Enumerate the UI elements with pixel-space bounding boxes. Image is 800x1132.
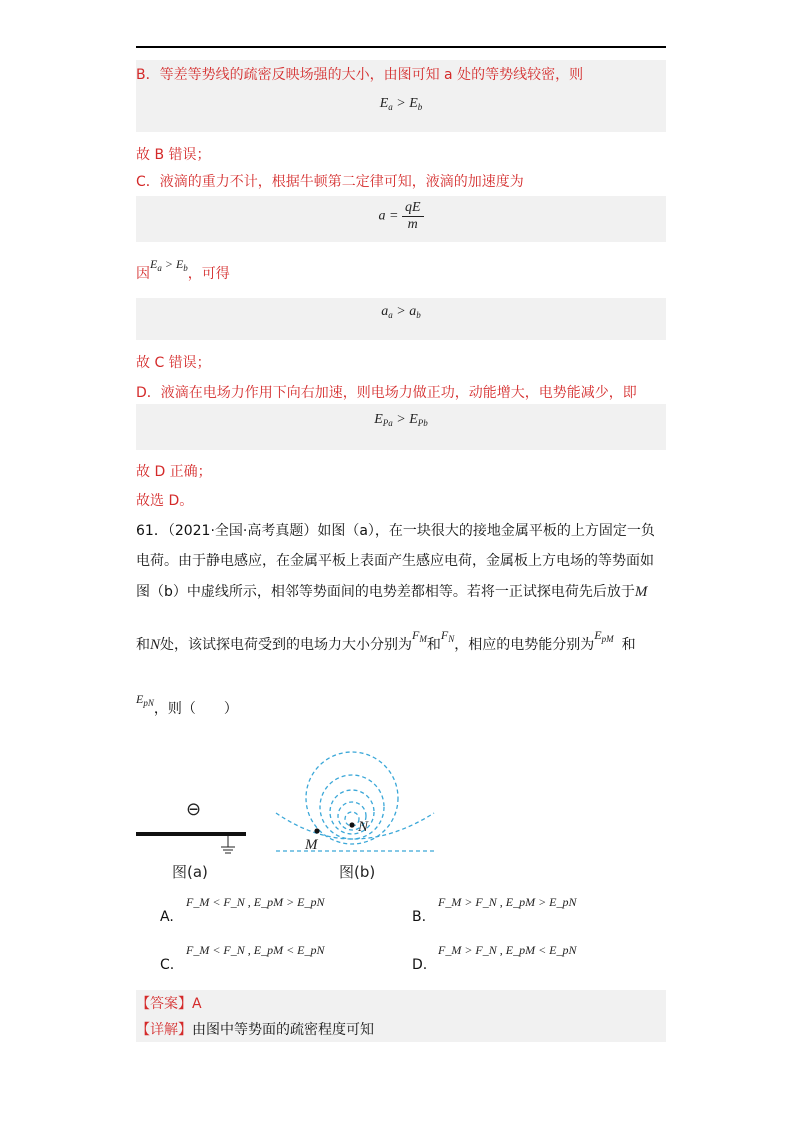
- c-wrong-text: 故 C 错误；: [136, 355, 211, 371]
- question-line-1: 61．（2021·全国·高考真题）如图（a），在一块很大的接地金属平板的上方固定一负: [136, 523, 655, 539]
- question-line-2: 电荷。由于静电感应，在金属平板上表面产生感应电荷，金属板上方电场的等势面如: [136, 553, 654, 569]
- equation-c: a = $\frac{qE}{m}$: [136, 200, 666, 233]
- equation-b: $E_a > E_b$: [379, 96, 423, 112]
- question-line-3: 图（b）中虚线所示，相邻等势面间的电势差都相等。若将一正试探电荷先后放于M: [136, 584, 648, 600]
- metal-plate: [136, 832, 246, 836]
- figure-a-label: 图(a): [172, 863, 208, 881]
- answer-value: A: [192, 996, 202, 1012]
- figure-a: [136, 799, 246, 881]
- point-m-label: M: [305, 837, 318, 853]
- negative-charge-icon: ⊖: [186, 799, 202, 820]
- option-b-text: B．等差等势线的疏密反映场强的大小，由图可知 a 处的等势线较密，则: [136, 67, 584, 83]
- detail-tag: 【详解】: [136, 1022, 192, 1038]
- option-d-text: D．液滴在电场力作用下向右加速，则电场力做正功，动能增大，电势能减少，即: [136, 385, 637, 401]
- d-right-text: 故 D 正确；: [136, 464, 212, 480]
- answer-line: [136, 995, 202, 1013]
- figure-b-label: 图(b): [339, 863, 376, 881]
- equation-c2: $a_a > a_b$: [381, 304, 421, 320]
- question-figure: [136, 735, 436, 885]
- point-n-label: N: [358, 819, 369, 835]
- detail-line: [136, 1021, 374, 1039]
- point-m-dot: [314, 828, 319, 833]
- b-wrong-text: 故 B 错误；: [136, 147, 211, 163]
- point-n-dot: [349, 822, 354, 827]
- detail-text: 由图中等势面的疏密程度可知: [192, 1022, 374, 1038]
- header-rule: [136, 46, 666, 48]
- fraction-qe-over-m: $\frac{qE}{m}$: [402, 200, 424, 233]
- option-c-text: C．液滴的重力不计，根据牛顿第二定律可知，液滴的加速度为: [136, 174, 524, 190]
- answer-tag: 【答案】: [136, 996, 192, 1012]
- choose-d-text: 故选 D。: [136, 493, 194, 509]
- question-line-5: $E_{pN}$，则（ ）: [136, 692, 238, 717]
- equation-d: $E_{Pa} > E_{Pb}$: [374, 412, 428, 428]
- because-line: 因$E_a > E_b$，可得: [136, 257, 230, 282]
- question-line-4: 和N处，该试探电荷受到的电场力大小分别为$F_M$和$F_N$，相应的电势能分别为$E_{pM}$ 和: [136, 628, 636, 653]
- figure-b: [276, 752, 434, 851]
